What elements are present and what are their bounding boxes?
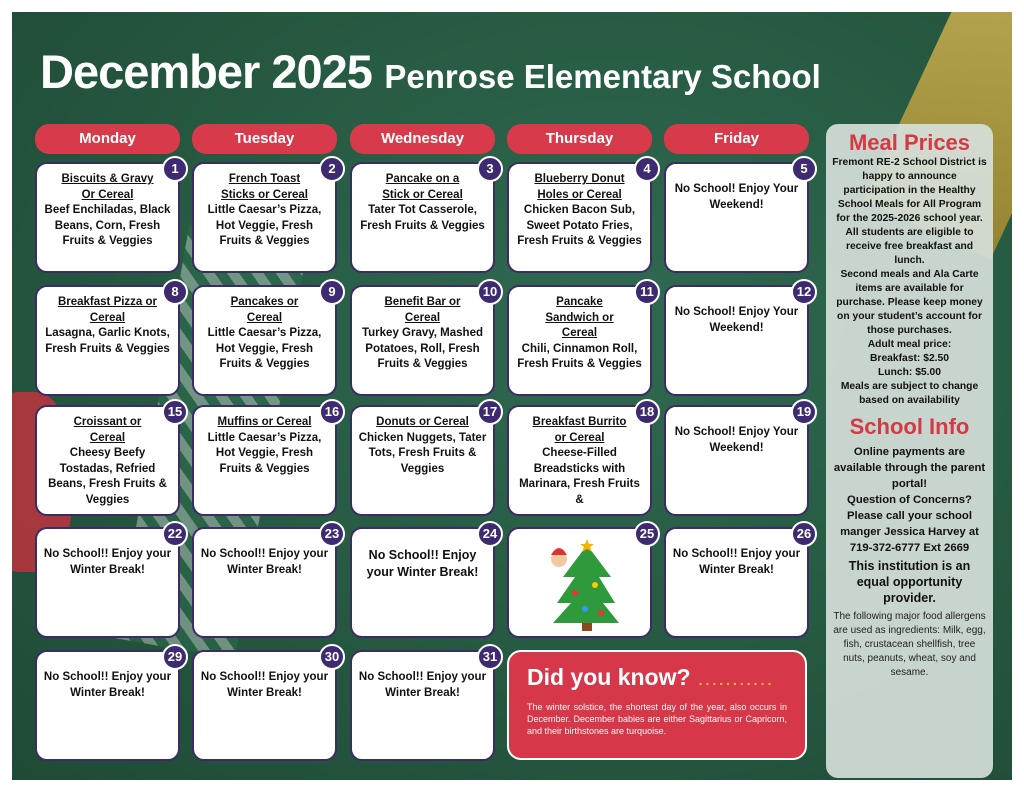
day-cell — [192, 404, 340, 516]
day-cell — [664, 404, 812, 516]
change-note: Meals are subject to change based on availability — [840, 381, 979, 406]
day-cell — [192, 649, 340, 761]
day-header-tuesday: Tuesday — [192, 124, 337, 154]
day-cell — [35, 526, 183, 638]
day-cell — [35, 162, 180, 273]
date-badge: 16 — [319, 399, 345, 425]
date-badge: 17 — [477, 399, 503, 425]
day-header-thursday: Thursday — [507, 124, 652, 154]
breakfast-item: French Toast Sticks or Cereal — [221, 173, 308, 201]
date-badge: 11 — [634, 279, 660, 305]
second-meals-text: Second meals and Ala Carte items are available for purchase. Please keep money on your student’s account for those purchases. — [836, 269, 983, 336]
did-you-know-box — [507, 650, 807, 760]
date-badge: 19 — [791, 399, 817, 425]
no-school-note: No School!! Enjoy your Winter Break! — [200, 548, 329, 576]
date-badge: 12 — [791, 279, 817, 305]
no-school-note: No School! Enjoy Your Weekend! — [674, 306, 799, 334]
date-badge: 10 — [477, 279, 503, 305]
no-school-note: No School!! Enjoy your Winter Break! — [200, 671, 329, 699]
did-you-know-text: The winter solstice, the shortest day of the year, also occurs in December. December babies are either Sagittarius or Capricorn, and their birthstones are turquoise. — [527, 702, 787, 736]
lunch-item: Chili, Cinnamon Roll, Fresh Fruits & Veggies — [517, 342, 642, 370]
allergens-text: The following major food allergens are used as ingredients: Milk, egg, fish, crustacean shellfish, tree nuts, peanuts, wheat, soy and sesame. — [833, 611, 986, 678]
day-cell — [192, 162, 337, 273]
date-badge: 24 — [477, 521, 503, 547]
date-badge: 30 — [319, 644, 345, 670]
day-cell — [507, 404, 655, 516]
day-cell — [350, 649, 498, 761]
day-cell — [35, 404, 183, 516]
day-cell — [192, 285, 337, 396]
online-payments-text: Online payments are available through the parent portal! — [833, 446, 986, 490]
day-cell — [507, 162, 652, 273]
breakfast-item: Muffins or Cereal — [217, 416, 312, 428]
info-sidebar — [826, 124, 993, 778]
equal-opportunity-text: This institution is an equal opportunity provider. — [848, 559, 971, 605]
christmas-tree-icon — [549, 537, 619, 633]
day-header-friday: Friday — [664, 124, 809, 154]
no-school-note: No School! Enjoy Your Weekend! — [674, 426, 799, 454]
breakfast-item: Biscuits & Gravy Or Cereal — [61, 173, 154, 201]
breakfast-item: Pancake Sandwich or Cereal — [545, 296, 614, 339]
month-title: December 2025 — [40, 45, 372, 98]
meal-prices-title: Meal Prices — [848, 130, 971, 155]
dots-decoration: ........... — [698, 672, 775, 688]
lunch-price: Lunch: $5.00 — [878, 367, 941, 378]
day-cell — [350, 162, 495, 273]
breakfast-item: Pancake on a Stick or Cereal — [382, 173, 463, 201]
lunch-item: Turkey Gravy, Mashed Potatoes, Roll, Fresh Fruits & Veggies — [361, 327, 483, 370]
day-cell — [664, 162, 809, 273]
did-you-know-title: Did you know? — [527, 664, 691, 690]
lunch-item: Chicken Bacon Sub, Sweet Potato Fries, Fresh Fruits & Veggies — [517, 204, 642, 247]
breakfast-item: Croissant or Cereal — [73, 416, 142, 444]
no-school-note: No School! Enjoy Your Weekend! — [674, 183, 799, 211]
day-cell — [664, 526, 812, 638]
date-badge: 23 — [319, 521, 345, 547]
lunch-item: Cheese-Filled Breadsticks with Marinara, Fresh Fruits & — [519, 447, 640, 506]
date-badge: 5 — [791, 156, 817, 182]
breakfast-item: Donuts or Cereal — [376, 416, 469, 428]
day-cell — [664, 284, 812, 396]
lunch-item: Chicken Nuggets, Tater Tots, Fresh Fruits & Veggies — [358, 431, 487, 475]
date-badge: 4 — [634, 156, 660, 182]
meal-program-text: Fremont RE-2 School District is happy to announce participation in the Healthy School Meals for All Program for the 2025-2026 school year. All students are eligible to receive free breakfast and lunch. — [832, 157, 987, 266]
date-badge: 22 — [162, 521, 188, 547]
day-cell — [35, 285, 180, 396]
breakfast-item: Breakfast Burrito or Cereal — [532, 416, 627, 444]
date-badge: 9 — [319, 279, 345, 305]
no-school-note: No School!! Enjoy your Winter Break! — [358, 671, 487, 699]
lunch-item: Little Caesar’s Pizza, Hot Veggie, Fresh Fruits & Veggies — [207, 204, 322, 247]
no-school-note: No School!! Enjoy your Winter Break! — [43, 548, 172, 576]
date-badge: 15 — [162, 399, 188, 425]
lunch-item: Cheesy Beefy Tostadas, Refried Beans, Fresh Fruits & Veggies — [48, 447, 167, 506]
date-badge: 2 — [319, 156, 345, 182]
school-info-title: School Info — [849, 414, 970, 439]
breakfast-item: Blueberry Donut Holes or Cereal — [534, 173, 625, 201]
contact-text: Question of Concerns? Please call your school manger Jessica Harvey at 719-372-6777 Ext 2669 — [840, 494, 979, 554]
no-school-note: No School!! Enjoy your Winter Break! — [672, 548, 801, 576]
lunch-item: Lasagna, Garlic Knots, Fresh Fruits & Veggies — [45, 327, 170, 355]
lunch-item: Tater Tot Casserole, Fresh Fruits & Veggies — [360, 204, 485, 232]
breakfast-item: Pancakes or Cereal — [230, 296, 299, 324]
day-cell — [350, 526, 498, 638]
breakfast-price: Breakfast: $2.50 — [870, 353, 949, 364]
day-cell — [350, 404, 498, 516]
day-cell — [35, 649, 183, 761]
no-school-note: No School!! Enjoy your Winter Break! — [366, 548, 479, 579]
page-title — [40, 44, 821, 99]
school-name: Penrose Elementary School — [384, 58, 821, 95]
adult-price-label: Adult meal price: — [867, 339, 952, 350]
day-cell — [507, 526, 655, 638]
lunch-item: Little Caesar’s Pizza, Hot Veggie, Fresh Fruits & Veggies — [207, 327, 322, 370]
breakfast-item: Benefit Bar or Cereal — [384, 296, 461, 324]
day-cell — [350, 284, 498, 396]
day-cell — [507, 285, 652, 396]
date-badge: 25 — [634, 521, 660, 547]
breakfast-item: Breakfast Pizza or Cereal — [57, 296, 158, 324]
date-badge: 3 — [477, 156, 503, 182]
lunch-item: Little Caesar’s Pizza, Hot Veggie, Fresh Fruits & Veggies — [207, 431, 322, 475]
date-badge: 1 — [162, 156, 188, 182]
day-cell — [192, 526, 340, 638]
menu-page — [12, 12, 1012, 780]
no-school-note: No School!! Enjoy your Winter Break! — [43, 671, 172, 699]
date-badge: 18 — [634, 399, 660, 425]
date-badge: 8 — [162, 279, 188, 305]
date-badge: 26 — [791, 521, 817, 547]
date-badge: 29 — [162, 644, 188, 670]
lunch-item: Beef Enchiladas, Black Beans, Corn, Fresh Fruits & Veggies — [44, 204, 171, 247]
day-header-monday: Monday — [35, 124, 180, 154]
day-header-wednesday: Wednesday — [350, 124, 495, 154]
date-badge: 31 — [477, 644, 503, 670]
